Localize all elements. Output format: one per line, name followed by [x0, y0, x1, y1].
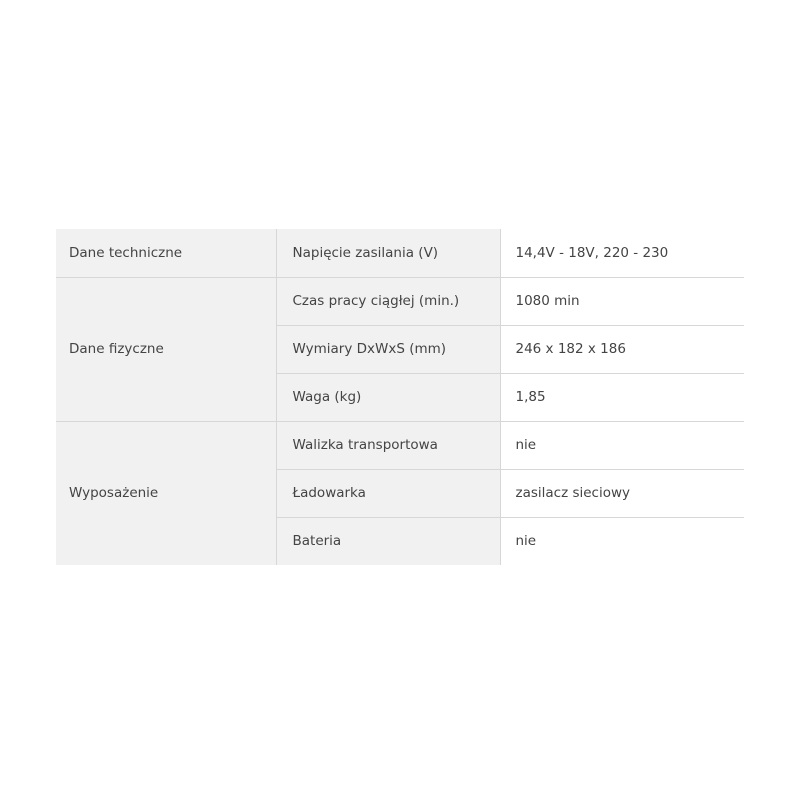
- spec-label: Ładowarka: [276, 469, 500, 517]
- spec-value: 246 x 182 x 186: [500, 325, 744, 373]
- table-row: [56, 421, 744, 469]
- spec-label: Napięcie zasilania (V): [276, 229, 500, 277]
- spec-table: [56, 229, 744, 565]
- spec-label: Czas pracy ciągłej (min.): [276, 277, 500, 325]
- spec-group-equipment: Wyposażenie: [56, 421, 276, 565]
- spec-label: Bateria: [276, 517, 500, 565]
- table-row: [56, 229, 744, 277]
- spec-group-technical: Dane techniczne: [56, 229, 276, 277]
- spec-value: 1,85: [500, 373, 744, 421]
- spec-value: zasilacz sieciowy: [500, 469, 744, 517]
- spec-group-physical: Dane fizyczne: [56, 277, 276, 421]
- spec-value: nie: [500, 517, 744, 565]
- spec-label: Walizka transportowa: [276, 421, 500, 469]
- spec-value: nie: [500, 421, 744, 469]
- spec-table-body: [56, 229, 744, 565]
- spec-label: Wymiary DxWxS (mm): [276, 325, 500, 373]
- spec-value: 14,4V - 18V, 220 - 230: [500, 229, 744, 277]
- spec-label: Waga (kg): [276, 373, 500, 421]
- table-row: [56, 277, 744, 325]
- spec-value: 1080 min: [500, 277, 744, 325]
